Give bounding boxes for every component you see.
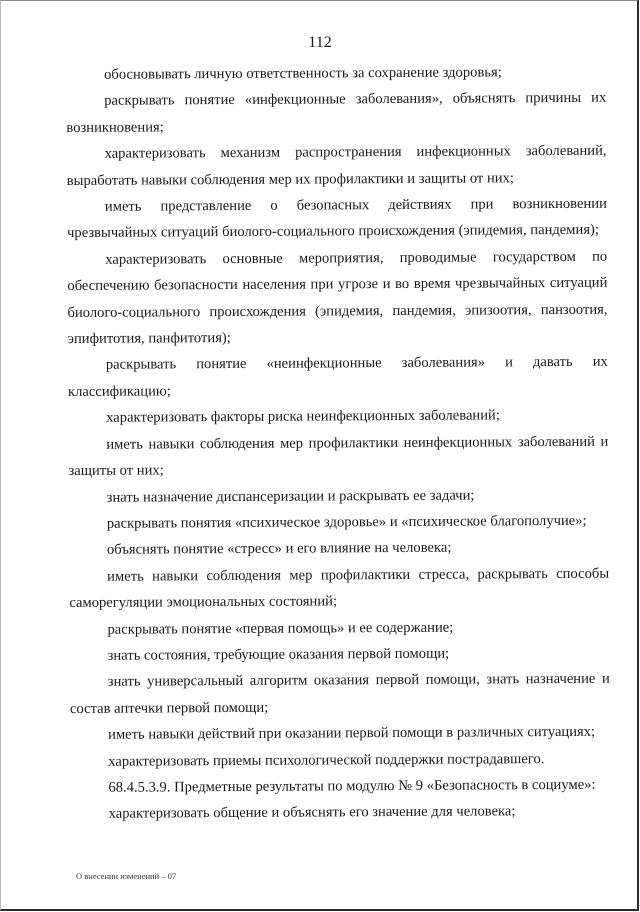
paragraph-4: иметь представление о безопасных действиях при возникновении чрезвычайных ситуаций биолого-социального происхождения (эпидемия, пандемия);	[66, 195, 607, 242]
paragraph-18-section-heading: 68.4.5.3.9. Предметные результаты по модулю № 9 «Безопасность в социуме»:	[108, 776, 596, 796]
paragraph-5: характеризовать основные мероприятия, проводимые государством по обеспечению безопасности населения при угрозе и во время чрезвычайных ситуаций биолого-социального происхождения (эпидемия, пандемия, эпизоотия, панзоотия, эпифитотия, панфитотия);	[67, 248, 608, 348]
paragraph-7: характеризовать факторы риска неинфекционных заболеваний;	[106, 407, 500, 427]
paragraph-19: характеризовать общение и объяснять его значение для человека;	[108, 803, 516, 823]
paragraph-1: обосновывать личную ответственность за сохранение здоровья;	[104, 64, 502, 83]
paragraph-9: знать назначение диспансеризации и раскрывать ее задачи;	[106, 487, 475, 506]
paragraph-16: иметь навыки действий при оказании первой помощи в различных ситуациях;	[108, 723, 596, 743]
document-body	[66, 59, 611, 828]
footer-note: О внесении изменений – 07	[76, 871, 177, 881]
page-number: 112	[308, 34, 332, 51]
paragraph-3: характеризовать механизм распространения инфекционных заболеваний, выработать навыки соблюдения мер их профилактики и защиты от них;	[66, 142, 607, 189]
paragraph-11: объяснять понятие «стресс» и его влияние на человека;	[106, 539, 452, 559]
paragraph-15: знать универсальный алгоритм оказания первой помощи, знать назначение и состав аптечки первой помощи;	[69, 671, 610, 717]
paragraph-17: характеризовать приемы психологической поддержки пострадавшего.	[108, 750, 545, 770]
paragraph-2: раскрывать понятие «инфекционные заболевания», объяснять причины их возникновения;	[66, 90, 607, 136]
paragraph-14: знать состояния, требующие оказания первой помощи;	[107, 645, 450, 664]
paragraph-8: иметь навыки соблюдения мер профилактики неинфекционных заболеваний и защиты от них;	[68, 433, 609, 480]
paragraph-10: раскрывать понятия «психическое здоровье» и «психическое благополучие»;	[106, 512, 587, 532]
paragraph-12: иметь навыки соблюдения мер профилактики стресса, раскрывать способы саморегуляции эмоциональных состояний;	[69, 565, 610, 612]
paragraph-13: раскрывать понятие «первая помощь» и ее содержание;	[107, 619, 454, 638]
paragraph-6: раскрывать понятие «неинфекционные заболевания» и давать их классификацию;	[67, 354, 608, 400]
